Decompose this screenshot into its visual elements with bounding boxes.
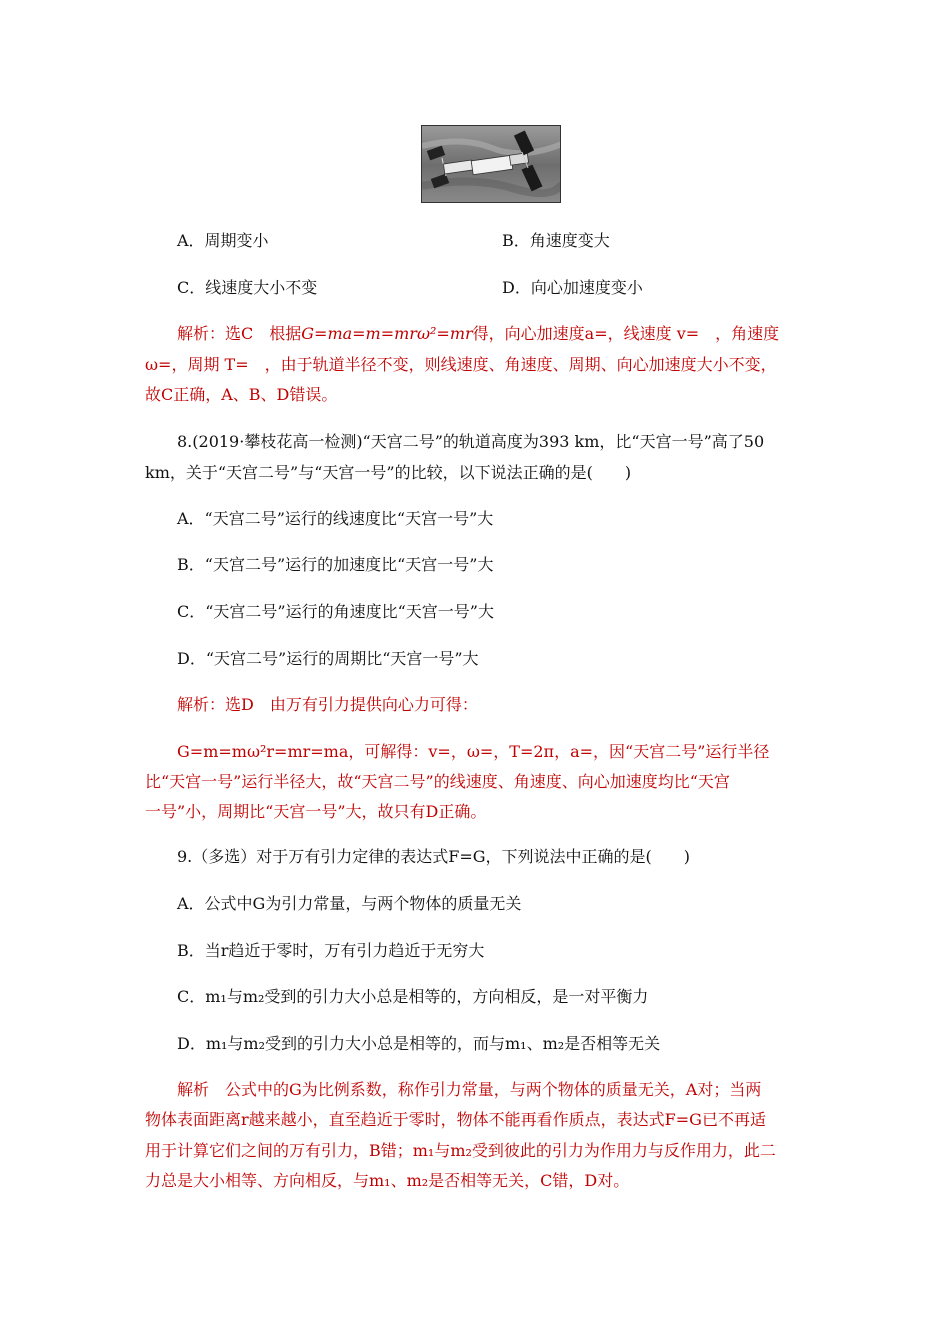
- q8-option-b: B．“天宫二号”运行的加速度比“天宫一号”大: [177, 555, 494, 574]
- q7-analysis-line-1: [177, 320, 807, 348]
- q8-option-c: C．“天宫二号”运行的角速度比“天宫一号”大: [177, 602, 494, 621]
- q7-option-b: B．角速度变大: [502, 231, 610, 250]
- q9-analysis-line-4: 力总是大小相等、方向相反，与m₁、m₂是否相等无关，C错，D对。: [145, 1171, 630, 1190]
- q8-analysis-line-4: 一号”小，周期比“天宫一号”大，故只有D正确。: [145, 802, 487, 821]
- q8-option-d: D．“天宫二号”运行的周期比“天宫一号”大: [177, 649, 479, 668]
- q8-analysis-line-3: 比“天宫一号”运行半径大，故“天宫二号”的线速度、角速度、向心加速度均比“天宫: [145, 772, 730, 791]
- space-station-image: [421, 125, 561, 203]
- q7-analysis-line-2: ω=，周期 T= ，由于轨道半径不变，则线速度、角速度、周期、向心加速度大小不变，: [145, 355, 777, 374]
- q9-option-a: A．公式中G为引力常量，与两个物体的质量无关: [177, 894, 522, 913]
- q8-analysis-line-2: G=m=mω²r=mr=ma，可解得：v=，ω=，T=2π，a=，因“天宫二号”运行半径: [177, 742, 770, 761]
- q9-analysis-line-2: 物体表面距离r越来越小，直至趋近于零时，物体不能再看作质点，表达式F=G已不再适: [145, 1110, 766, 1129]
- q8-stem-line-1: 8.(2019·攀枝花高一检测)“天宫二号”的轨道高度为393 km，比“天宫一号”高了50: [177, 432, 765, 451]
- q7-options-row-2: [177, 274, 807, 302]
- q7-analysis-label: 解析：选C 根据: [177, 324, 302, 343]
- q8-stem-line-2: km，关于“天宫二号”与“天宫一号”的比较，以下说法正确的是( ): [145, 463, 632, 482]
- q9-analysis-line-3: 用于计算它们之间的万有引力，B错；m₁与m₂受到彼此的引力为作用力与反作用力，此二: [145, 1141, 776, 1160]
- q9-option-d: D．m₁与m₂受到的引力大小总是相等的，而与m₁、m₂是否相等无关: [177, 1034, 661, 1053]
- q7-options-row-1: [177, 227, 807, 255]
- q9-option-b: B．当r趋近于零时，万有引力趋近于无穷大: [177, 941, 485, 960]
- q7-analysis-line-3: 故C正确，A、B、D错误。: [145, 385, 338, 404]
- q9-stem: 9.（多选）对于万有引力定律的表达式F=G，下列说法中正确的是( ): [177, 847, 691, 866]
- q7-analysis-text: 得，向心加速度: [472, 324, 585, 343]
- q8-option-a: A．“天宫二号”运行的线速度比“天宫一号”大: [177, 509, 494, 528]
- q7-option-a: A．周期变小: [177, 231, 269, 250]
- q9-analysis-line-1: 解析 公式中的G为比例系数，称作引力常量，与两个物体的质量无关，A对；当两: [177, 1080, 762, 1099]
- q8-analysis-line-1: 解析：选D 由万有引力提供向心力可得：: [177, 695, 478, 714]
- q7-option-d: D．向心加速度变小: [502, 278, 643, 297]
- q7-option-c: C．线速度大小不变: [177, 278, 318, 297]
- q9-option-c: C．m₁与m₂受到的引力大小总是相等的，方向相反，是一对平衡力: [177, 987, 649, 1006]
- q7-analysis-formula: G=ma=m=mrω²=mr: [301, 324, 473, 343]
- space-station-illustration: [422, 126, 561, 203]
- q7-analysis-text-2: a=，线速度 v= ，角速度: [584, 324, 780, 343]
